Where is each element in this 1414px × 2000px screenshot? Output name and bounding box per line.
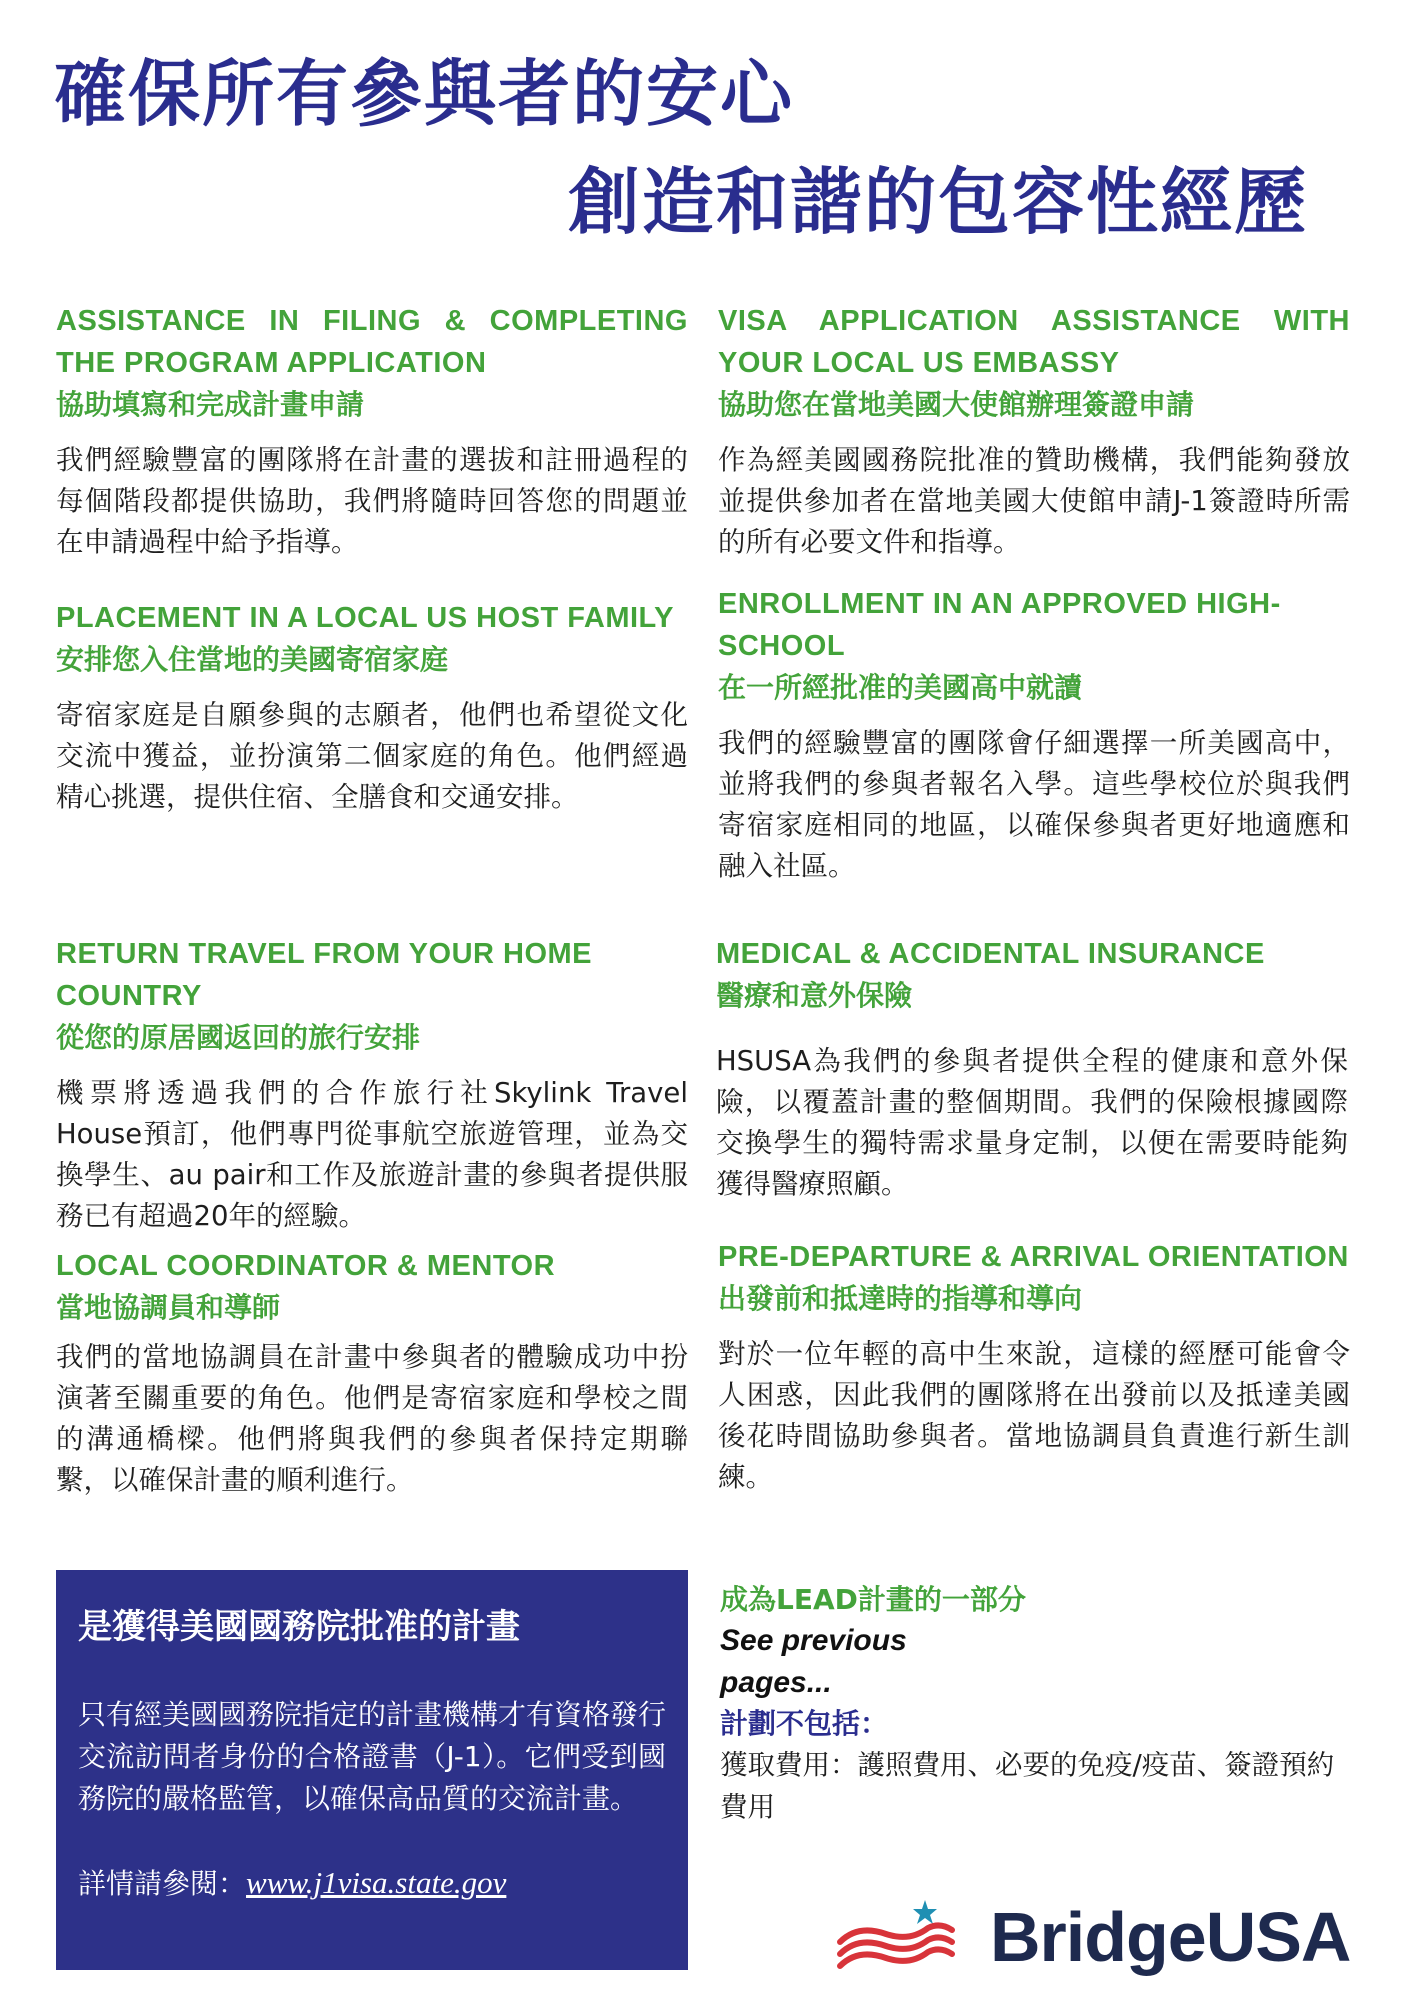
section-heading-zh: 協助填寫和完成計畫申請 <box>56 388 365 421</box>
section-heading-zh: 在一所經批准的美國高中就讀 <box>718 671 1083 704</box>
section-insurance <box>716 933 1348 1205</box>
section-body: 作為經美國國務院批准的贊助機構，我們能夠發放並提供參加者在當地美國大使館申請J-1簽證時所需的所有必要文件和指導。 <box>718 444 1350 558</box>
section-orientation <box>718 1236 1350 1498</box>
excludes-title: 計劃不包括： <box>720 1707 889 1740</box>
section-heading-en: VISA APPLICATION ASSISTANCE WITH YOUR LOCAL US EMBASSY <box>718 305 1350 379</box>
page-title-line2: 創造和諧的包容性經歷 <box>568 160 1309 244</box>
section-body: 寄宿家庭是自願參與的志願者，他們也希望從文化交流中獲益，並扮演第二個家庭的角色。他們經過精心挑選，提供住宿、全膳食和交通安排。 <box>56 699 688 813</box>
section-heading-en: RETURN TRAVEL FROM YOUR HOME COUNTRY <box>56 938 593 1012</box>
box-more-label: 詳情請參閱： <box>78 1867 247 1900</box>
section-heading-en: LOCAL COORDINATOR & MENTOR <box>56 1250 556 1282</box>
excludes-body: 獲取費用：護照費用、必要的免疫/疫苗、簽證預約費用 <box>720 1749 1335 1823</box>
box-title: 是獲得美國國務院批准的計畫 <box>78 1607 520 1647</box>
box-more <box>78 1862 666 1902</box>
section-heading-en: ENROLLMENT IN AN APPROVED HIGH-SCHOOL <box>718 588 1281 662</box>
page-title-line1: 確保所有參與者的安心 <box>54 52 795 136</box>
section-heading-en: MEDICAL & ACCIDENTAL INSURANCE <box>716 938 1265 970</box>
section-enrollment <box>718 583 1350 887</box>
section-body: 我們的當地協調員在計畫中參與者的體驗成功中扮演著至關重要的角色。他們是寄宿家庭和學校之間的溝通橋樑。他們將與我們的參與者保持定期聯繫，以確保計畫的順利進行。 <box>56 1341 688 1496</box>
section-body: 我們的經驗豐富的團隊會仔細選擇一所美國高中，並將我們的參與者報名入學。這些學校位於與我們寄宿家庭相同的地區，以確保參與者更好地適應和融入社區。 <box>718 727 1350 882</box>
box-body: 只有經美國國務院指定的計畫機構才有資格發行交流訪問者身份的合格證書（J-1）。它們受到國務院的嚴格監管，以確保高品質的交流計畫。 <box>78 1698 667 1815</box>
section-coordinator <box>56 1245 688 1501</box>
bridgeusa-star-waves-icon <box>836 1898 956 1980</box>
section-heading-zh: 醫療和意外保險 <box>716 979 913 1012</box>
section-filing <box>56 300 688 563</box>
section-body: 對於一位年輕的高中生來說，這樣的經歷可能會令人困惑，因此我們的團隊將在出發前以及抵達美國後花時間協助參與者。當地協調員負責進行新生訓練。 <box>718 1338 1350 1493</box>
section-visa <box>718 300 1350 563</box>
section-heading-zh: 協助您在當地美國大使館辦理簽證申請 <box>718 388 1195 421</box>
section-heading-zh: 安排您入住當地的美國寄宿家庭 <box>56 643 449 676</box>
section-heading-en: ASSISTANCE IN FILING & COMPLETING THE PROGRAM APPLICATION <box>56 305 688 379</box>
section-heading-zh: 出發前和抵達時的指導和導向 <box>718 1282 1083 1315</box>
section-heading-zh: 從您的原居國返回的旅行安排 <box>56 1021 421 1054</box>
section-heading-en: PLACEMENT IN A LOCAL US HOST FAMILY <box>56 602 674 634</box>
see-previous-pages: See previous pages... <box>720 1624 907 1699</box>
lead-title: 成為LEAD計畫的一部分 <box>720 1583 1026 1616</box>
state-department-box <box>56 1570 688 1970</box>
section-heading-zh: 當地協調員和導師 <box>56 1291 281 1324</box>
bridgeusa-logo <box>836 1898 1351 1980</box>
section-placement <box>56 597 688 818</box>
section-body: HSUSA為我們的參與者提供全程的健康和意外保險，以覆蓋計畫的整個期間。我們的保險根據國際交換學生的獨特需求量身定制，以便在需要時能夠獲得醫療照顧。 <box>716 1045 1348 1200</box>
section-body: 我們經驗豐富的團隊將在計畫的選拔和註冊過程的每個階段都提供協助，我們將隨時回答您的問題並在申請過程中給予指導。 <box>56 444 688 558</box>
section-body: 機票將透過我們的合作旅行社Skylink Travel House預訂，他們專門從事航空旅遊管理，並為交換學生、au pair和工作及旅遊計畫的參與者提供服務已有超過20年的經驗。 <box>56 1077 688 1232</box>
section-travel <box>56 933 688 1237</box>
bridgeusa-logo-text: BridgeUSA <box>990 1898 1351 1976</box>
j1visa-link[interactable]: www.j1visa.state.gov <box>246 1865 507 1900</box>
lead-section <box>720 1580 1340 1828</box>
section-heading-en: PRE-DEPARTURE & ARRIVAL ORIENTATION <box>718 1241 1349 1273</box>
